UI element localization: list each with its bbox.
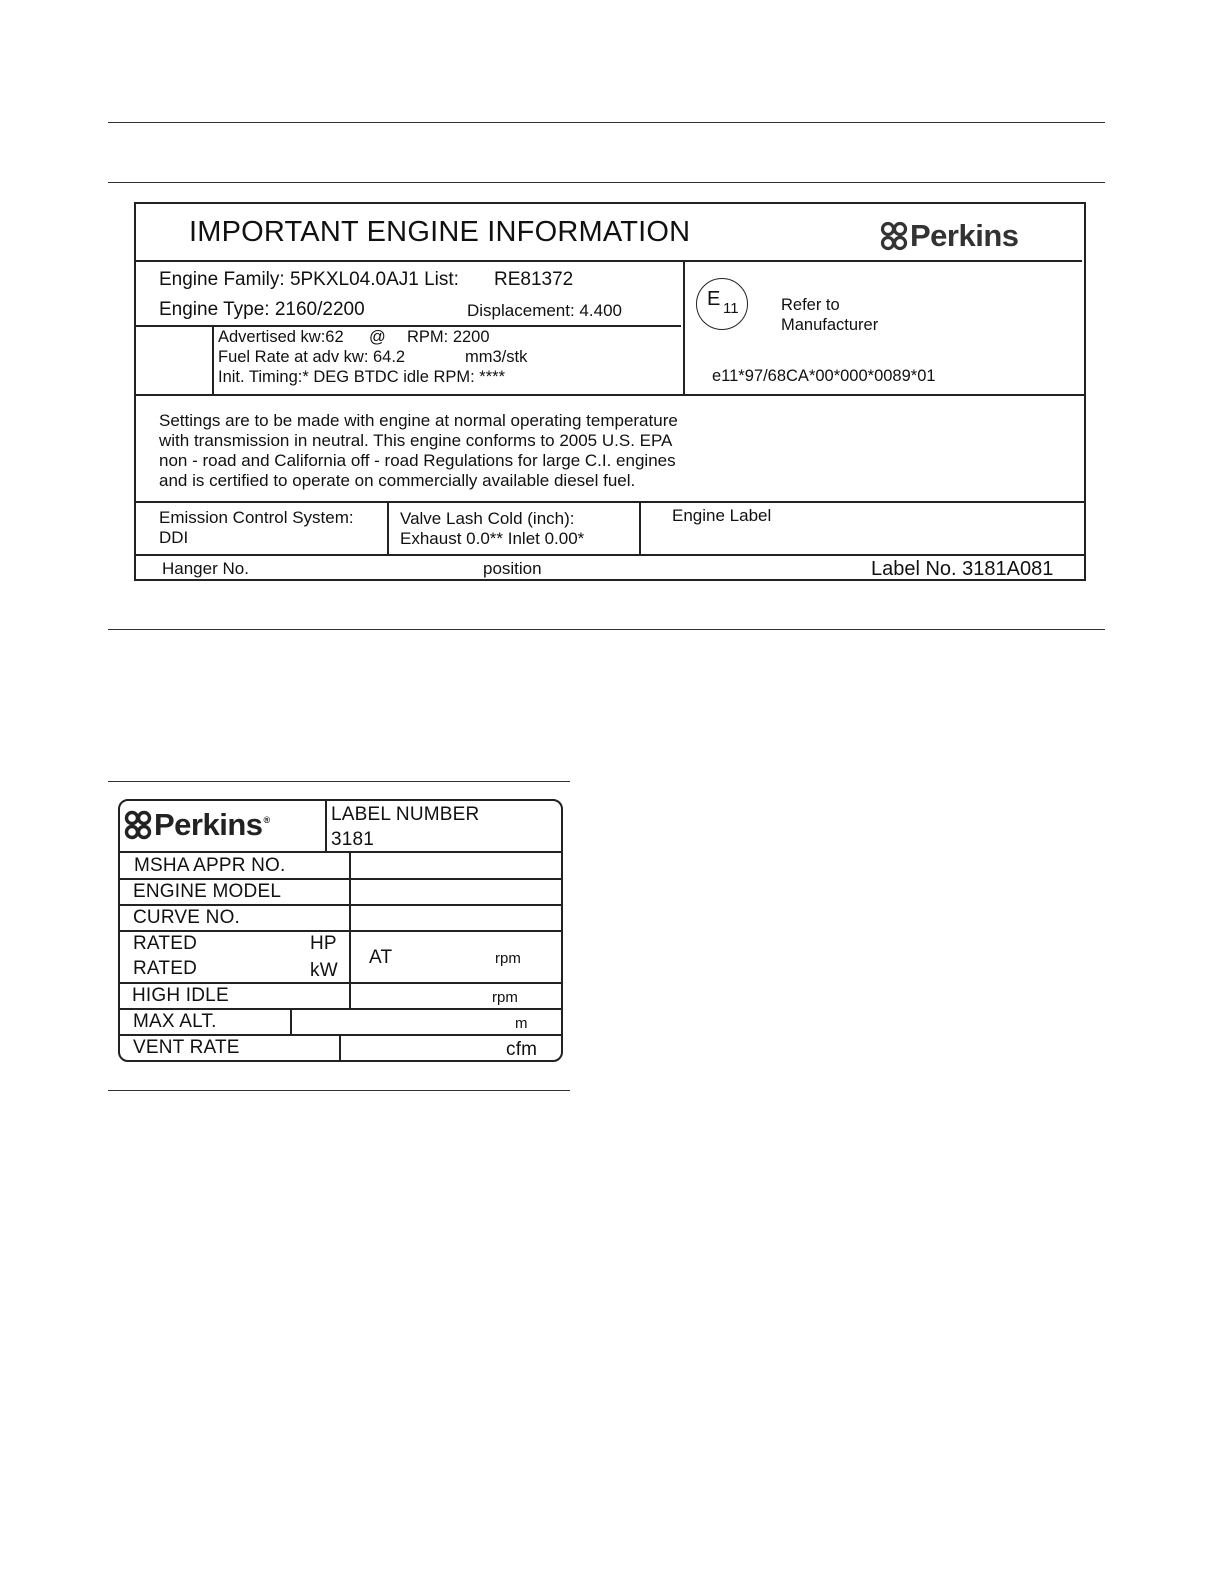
divider xyxy=(136,260,1082,262)
divider xyxy=(120,982,561,984)
divider xyxy=(387,502,389,554)
registered-mark: ® xyxy=(263,815,270,825)
divider xyxy=(212,326,214,394)
divider xyxy=(339,1034,341,1061)
figure1-bottom-rule xyxy=(108,629,1105,630)
e-mark-circle-icon xyxy=(696,278,748,330)
divider xyxy=(120,904,561,906)
divider xyxy=(683,261,685,394)
displacement: Displacement: 4.400 xyxy=(467,301,622,320)
emission-label: Emission Control System: xyxy=(159,508,354,527)
msha-appr-no: MSHA APPR NO. xyxy=(134,855,286,876)
engine-family: Engine Family: 5PKXL04.0AJ1 List: xyxy=(159,269,459,290)
at-label: AT xyxy=(369,947,393,968)
rpm-value: RPM: 2200 xyxy=(407,328,490,346)
max-alt: MAX ALT. xyxy=(133,1011,217,1032)
list-value: RE81372 xyxy=(494,269,574,290)
emission-value: DDI xyxy=(159,528,189,547)
advertised-kw: Advertised kw:62 xyxy=(218,328,344,346)
label-number: Label No. 3181A081 xyxy=(871,558,1054,580)
engine-model: ENGINE MODEL xyxy=(133,881,282,902)
label-number-title: LABEL NUMBER xyxy=(331,804,480,825)
fuel-unit: mm3/stk xyxy=(465,348,528,366)
divider xyxy=(136,394,1084,396)
divider xyxy=(349,851,351,1008)
settings-line: with transmission in neutral. This engine conforms to 2005 U.S. EPA xyxy=(159,431,673,450)
e-mark-number: 11 xyxy=(723,300,739,317)
kw-unit: kW xyxy=(310,960,338,981)
vent-rate: VENT RATE xyxy=(133,1037,240,1058)
figure2-top-rule xyxy=(108,781,570,782)
figure1-top-rule xyxy=(108,182,1105,183)
hp-unit: HP xyxy=(310,933,337,954)
engine-label-field: Engine Label xyxy=(672,506,772,525)
divider xyxy=(136,501,1084,503)
position: position xyxy=(483,559,542,578)
perkins-logo-icon xyxy=(880,221,908,251)
high-idle: HIGH IDLE xyxy=(132,985,229,1006)
e-mark-letter: E xyxy=(707,288,721,310)
curve-no: CURVE NO. xyxy=(133,907,241,928)
divider xyxy=(120,930,561,932)
cfm-unit: cfm xyxy=(506,1039,538,1060)
settings-line: non - road and California off - road Regulations for large C.I. engines xyxy=(159,451,676,470)
manufacturer: Manufacturer xyxy=(781,316,879,334)
init-timing: Init. Timing:* DEG BTDC idle RPM: **** xyxy=(218,368,505,386)
rpm-unit: rpm xyxy=(492,989,518,1006)
engine-type: Engine Type: 2160/2200 xyxy=(159,299,365,320)
figure2-bottom-rule xyxy=(108,1090,570,1091)
valve-lash-label: Valve Lash Cold (inch): xyxy=(400,509,575,528)
rpm-unit: rpm xyxy=(495,950,521,967)
label-number-value: 3181 xyxy=(331,829,375,850)
divider xyxy=(120,851,561,853)
perkins-logo xyxy=(880,218,1019,254)
divider xyxy=(120,878,561,880)
top-rule xyxy=(108,122,1105,123)
fuel-rate: Fuel Rate at adv kw: 64.2 xyxy=(218,348,406,366)
label-title: IMPORTANT ENGINE INFORMATION xyxy=(189,216,691,248)
divider xyxy=(136,325,681,327)
divider xyxy=(290,1008,292,1034)
msha-label xyxy=(118,799,563,1062)
divider xyxy=(120,1008,561,1010)
valve-lash-value: Exhaust 0.0** Inlet 0.00* xyxy=(400,529,585,548)
hanger-no: Hanger No. xyxy=(162,559,249,578)
rated-kw: RATED xyxy=(133,958,197,979)
refer-to: Refer to xyxy=(781,296,840,314)
settings-line: Settings are to be made with engine at normal operating temperature xyxy=(159,411,678,430)
divider xyxy=(639,502,641,554)
approval-code: e11*97/68CA*00*000*0089*01 xyxy=(712,367,936,385)
brand-name: Perkins xyxy=(154,807,263,842)
at-symbol: @ xyxy=(369,328,386,346)
engine-information-label xyxy=(134,202,1086,581)
divider xyxy=(325,801,327,851)
perkins-logo xyxy=(124,807,270,843)
m-unit: m xyxy=(515,1015,528,1032)
divider xyxy=(136,554,1084,556)
brand-name: Perkins xyxy=(910,218,1019,253)
perkins-logo-icon xyxy=(124,810,152,840)
rated-hp: RATED xyxy=(133,933,197,954)
settings-line: and is certified to operate on commercially available diesel fuel. xyxy=(159,471,636,490)
